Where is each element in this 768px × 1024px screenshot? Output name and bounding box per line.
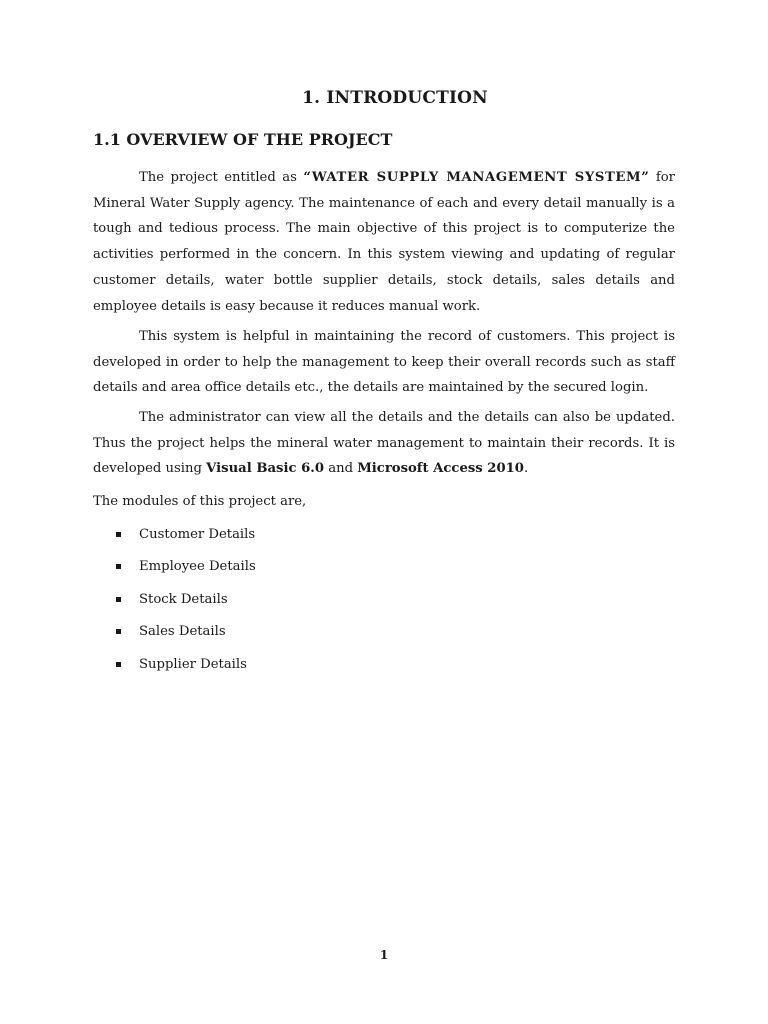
paragraph-text: The project entitled as [139, 170, 304, 185]
page-number: 1 [379, 948, 389, 962]
chapter-title: 1. INTRODUCTION [302, 88, 488, 108]
module-label: Supplier Details [139, 656, 247, 672]
bullet-icon [116, 564, 121, 569]
list-item [93, 587, 256, 619]
module-label: Employee Details [139, 559, 256, 575]
paragraph-text: This system is helpful in maintaining the record of customers. This project is developed in order to help the management to keep their overall records such as staff details and area office details etc., the details are maintained by the secured login. [93, 329, 675, 396]
list-item [93, 619, 256, 651]
module-label: Customer Details [139, 527, 256, 542]
list-item [93, 554, 256, 586]
paragraph-text: The administrator can view all the details and the details can also be updated. Thus the project helps the mineral water management to maintain their records. It is developed using [93, 410, 675, 477]
module-label: Stock Details [139, 591, 228, 607]
paragraph-technology [93, 405, 675, 482]
project-name: “WATER SUPPLY MANAGEMENT SYSTEM” [303, 170, 650, 185]
bullet-icon [116, 629, 121, 634]
paragraph-text: . [524, 461, 529, 477]
list-item [93, 652, 256, 684]
technology-name: Visual Basic 6.0 [206, 461, 325, 477]
paragraph-text: for Mineral Water Supply agency. The maintenance of each and every detail manually is a tough and tedious process. The main objective of this project is to computerize the activities performed in the concern. In this system viewing and updating of regular customer details, water bottle supplier details, stock details, sales details and employee details is easy because it reduces manual work. [93, 170, 675, 314]
module-label: Sales Details [139, 624, 226, 640]
paragraph-text: and [324, 461, 358, 477]
paragraph-overview [93, 165, 675, 319]
bullet-icon [116, 662, 121, 667]
technology-name: Microsoft Access 2010 [357, 461, 524, 477]
bullet-icon [116, 532, 121, 537]
section-title: 1.1 OVERVIEW OF THE PROJECT [93, 130, 393, 149]
bullet-icon [116, 597, 121, 602]
list-item [93, 522, 256, 554]
modules-intro: The modules of this project are, [93, 494, 307, 509]
modules-list [93, 522, 256, 684]
paragraph-purpose [93, 324, 675, 401]
